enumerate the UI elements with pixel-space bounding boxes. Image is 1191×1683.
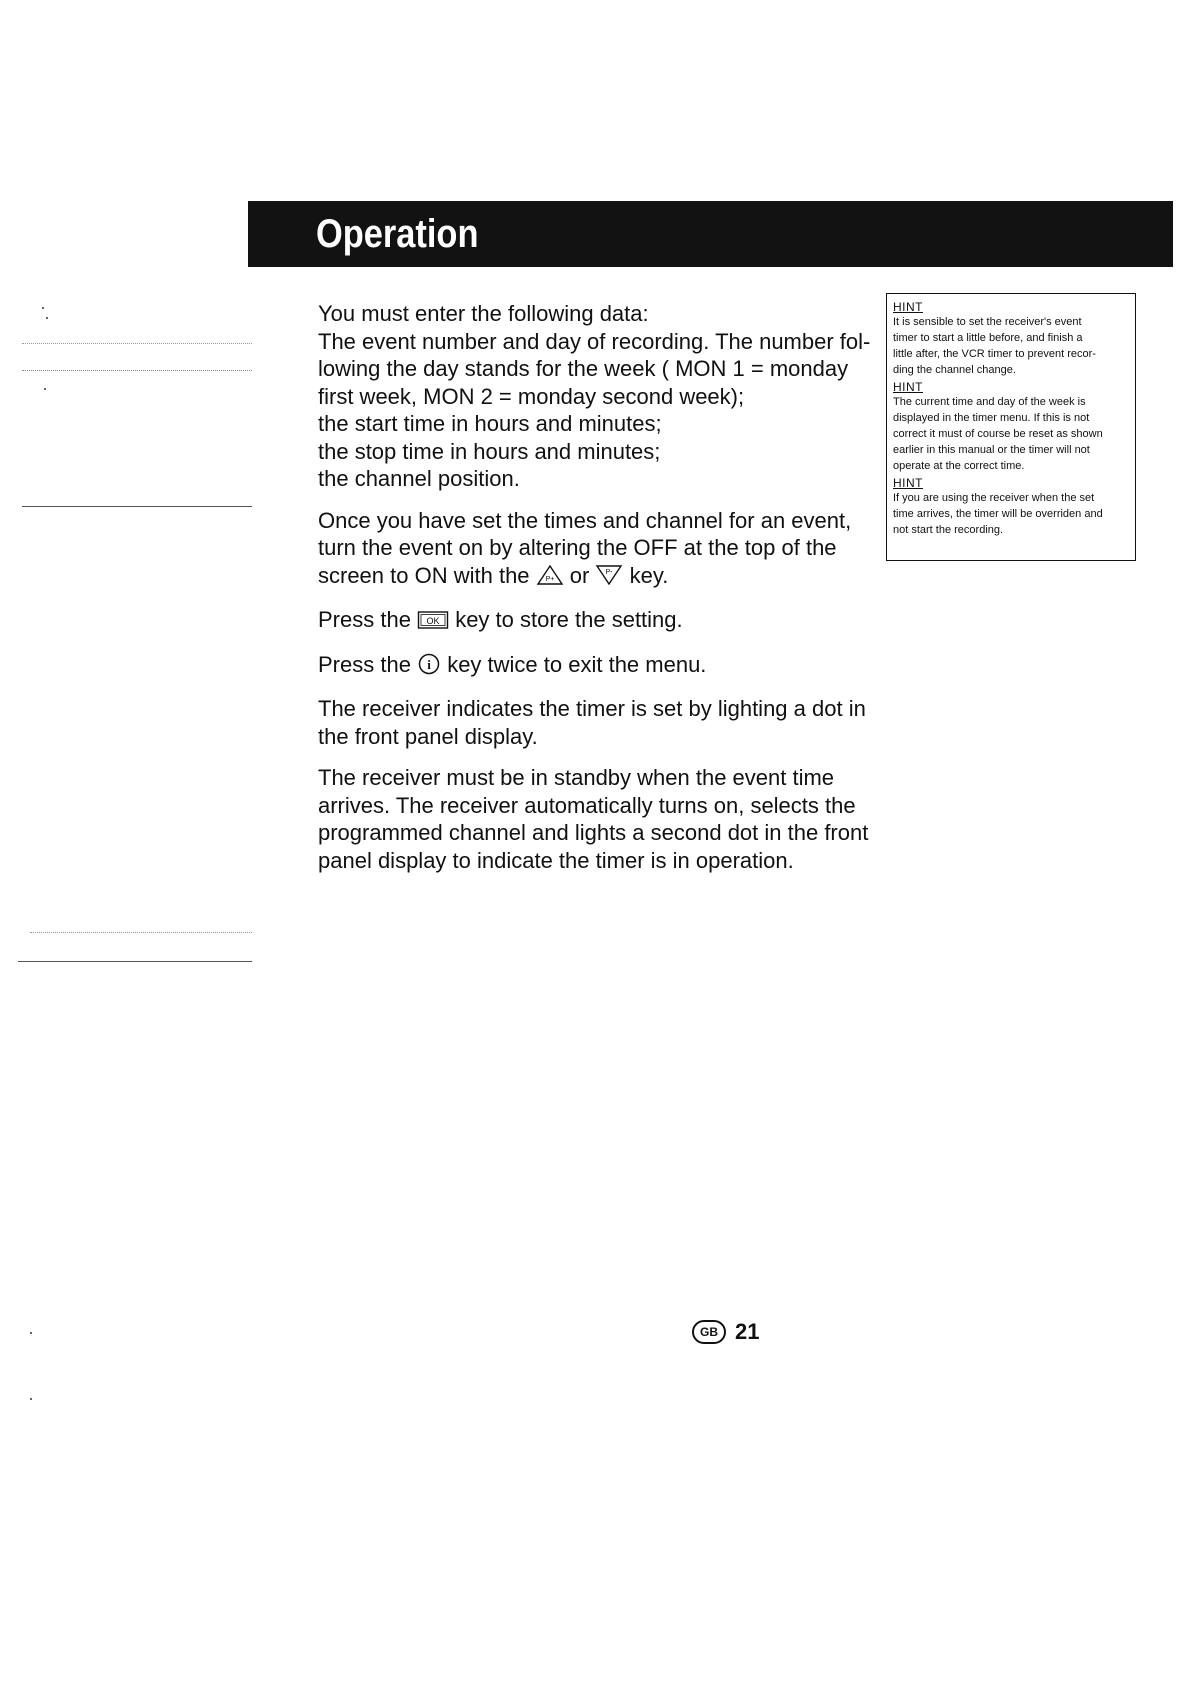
margin-speck bbox=[30, 1332, 32, 1334]
hint-block bbox=[893, 476, 1129, 538]
text-line: The receiver must be in standby when the event time bbox=[318, 765, 835, 790]
text-line: the channel position. bbox=[318, 466, 520, 491]
hint-line: earlier in this manual or the timer will not bbox=[893, 444, 1090, 456]
section-title: Operation bbox=[316, 212, 479, 256]
margin-rule bbox=[22, 343, 252, 344]
hint-line: displayed in the timer menu. If this is not bbox=[893, 412, 1090, 424]
hint-line: not start the recording. bbox=[893, 524, 1004, 536]
ok-key-icon bbox=[417, 609, 449, 637]
program-down-key-icon bbox=[595, 564, 623, 593]
info-key-icon bbox=[417, 653, 441, 682]
margin-speck bbox=[30, 1398, 32, 1400]
text-fragment: screen to ON with the bbox=[318, 562, 530, 588]
margin-rule bbox=[18, 961, 252, 962]
key-label: P- bbox=[605, 568, 613, 576]
hint-heading: HINT bbox=[893, 300, 923, 314]
text-line: the stop time in hours and minutes; bbox=[318, 438, 661, 464]
program-up-key-icon bbox=[536, 564, 564, 593]
text-fragment: or bbox=[569, 562, 590, 588]
timer-indicator-paragraph bbox=[318, 695, 866, 750]
exit-menu-paragraph bbox=[318, 651, 848, 682]
text-line: turn the event on by altering the OFF at the top of the bbox=[318, 535, 837, 560]
text-line: lowing the day stands for the week ( MON 1 = monday bbox=[318, 356, 849, 381]
hint-line: little after, the VCR timer to prevent recor- bbox=[893, 348, 1096, 360]
margin-speck bbox=[42, 307, 44, 309]
hint-line: time arrives, the timer will be overriden and bbox=[893, 508, 1103, 520]
text-line: The receiver indicates the timer is set by lighting a dot in bbox=[318, 696, 866, 721]
text-fragment: Press the bbox=[318, 607, 411, 632]
section-header-bar bbox=[248, 201, 1173, 267]
key-label: i bbox=[427, 656, 431, 672]
text-line: the front panel display. bbox=[318, 723, 538, 749]
hint-block bbox=[893, 300, 1129, 378]
text-fragment: key to store the setting. bbox=[455, 607, 683, 632]
hint-line: ding the channel change. bbox=[893, 364, 1016, 376]
key-label: P+ bbox=[545, 575, 555, 583]
country-code-badge: GB bbox=[692, 1320, 726, 1344]
text-line: programmed channel and lights a second dot in the front bbox=[318, 820, 869, 845]
text-line: arrives. The receiver automatically turns on, selects the bbox=[318, 792, 856, 818]
hint-line: If you are using the receiver when the set bbox=[893, 492, 1095, 504]
margin-speck bbox=[46, 317, 48, 319]
hint-line: correct it must of course be reset as shown bbox=[893, 428, 1103, 440]
enable-event-paragraph bbox=[318, 507, 852, 593]
margin-rule bbox=[22, 370, 252, 371]
text-line: the start time in hours and minutes; bbox=[318, 411, 662, 436]
text-line bbox=[318, 651, 848, 682]
text-line: Once you have set the times and channel for an event, bbox=[318, 507, 852, 533]
text-line: You must enter the following data: bbox=[318, 301, 649, 326]
hint-line: It is sensible to set the receiver's event bbox=[893, 316, 1082, 328]
hint-block bbox=[893, 380, 1129, 474]
text-line: panel display to indicate the timer is in operation. bbox=[318, 847, 794, 873]
hint-heading: HINT bbox=[893, 476, 923, 490]
text-line: The event number and day of recording. The number fol- bbox=[318, 328, 871, 354]
margin-rule bbox=[22, 506, 252, 507]
margin-speck bbox=[44, 388, 46, 390]
page-number: 21 bbox=[735, 1319, 760, 1344]
store-setting-paragraph bbox=[318, 606, 848, 637]
hint-box bbox=[886, 293, 1136, 561]
text-fragment: key. bbox=[629, 562, 669, 588]
hint-line: The current time and day of the week is bbox=[893, 396, 1086, 408]
main-content bbox=[318, 300, 871, 888]
text-fragment: key twice to exit the menu. bbox=[447, 651, 707, 677]
margin-rule bbox=[30, 932, 252, 933]
data-requirements-paragraph bbox=[318, 300, 871, 493]
text-line bbox=[318, 606, 848, 637]
text-fragment: Press the bbox=[318, 651, 411, 677]
hint-line: timer to start a little before, and finish a bbox=[893, 332, 1083, 344]
page-footer bbox=[692, 1318, 759, 1346]
text-line bbox=[318, 562, 848, 593]
standby-paragraph bbox=[318, 764, 869, 874]
hint-heading: HINT bbox=[893, 380, 923, 394]
text-line: first week, MON 2 = monday second week); bbox=[318, 383, 745, 409]
hint-line: operate at the correct time. bbox=[893, 460, 1025, 472]
key-label: OK bbox=[426, 616, 440, 626]
